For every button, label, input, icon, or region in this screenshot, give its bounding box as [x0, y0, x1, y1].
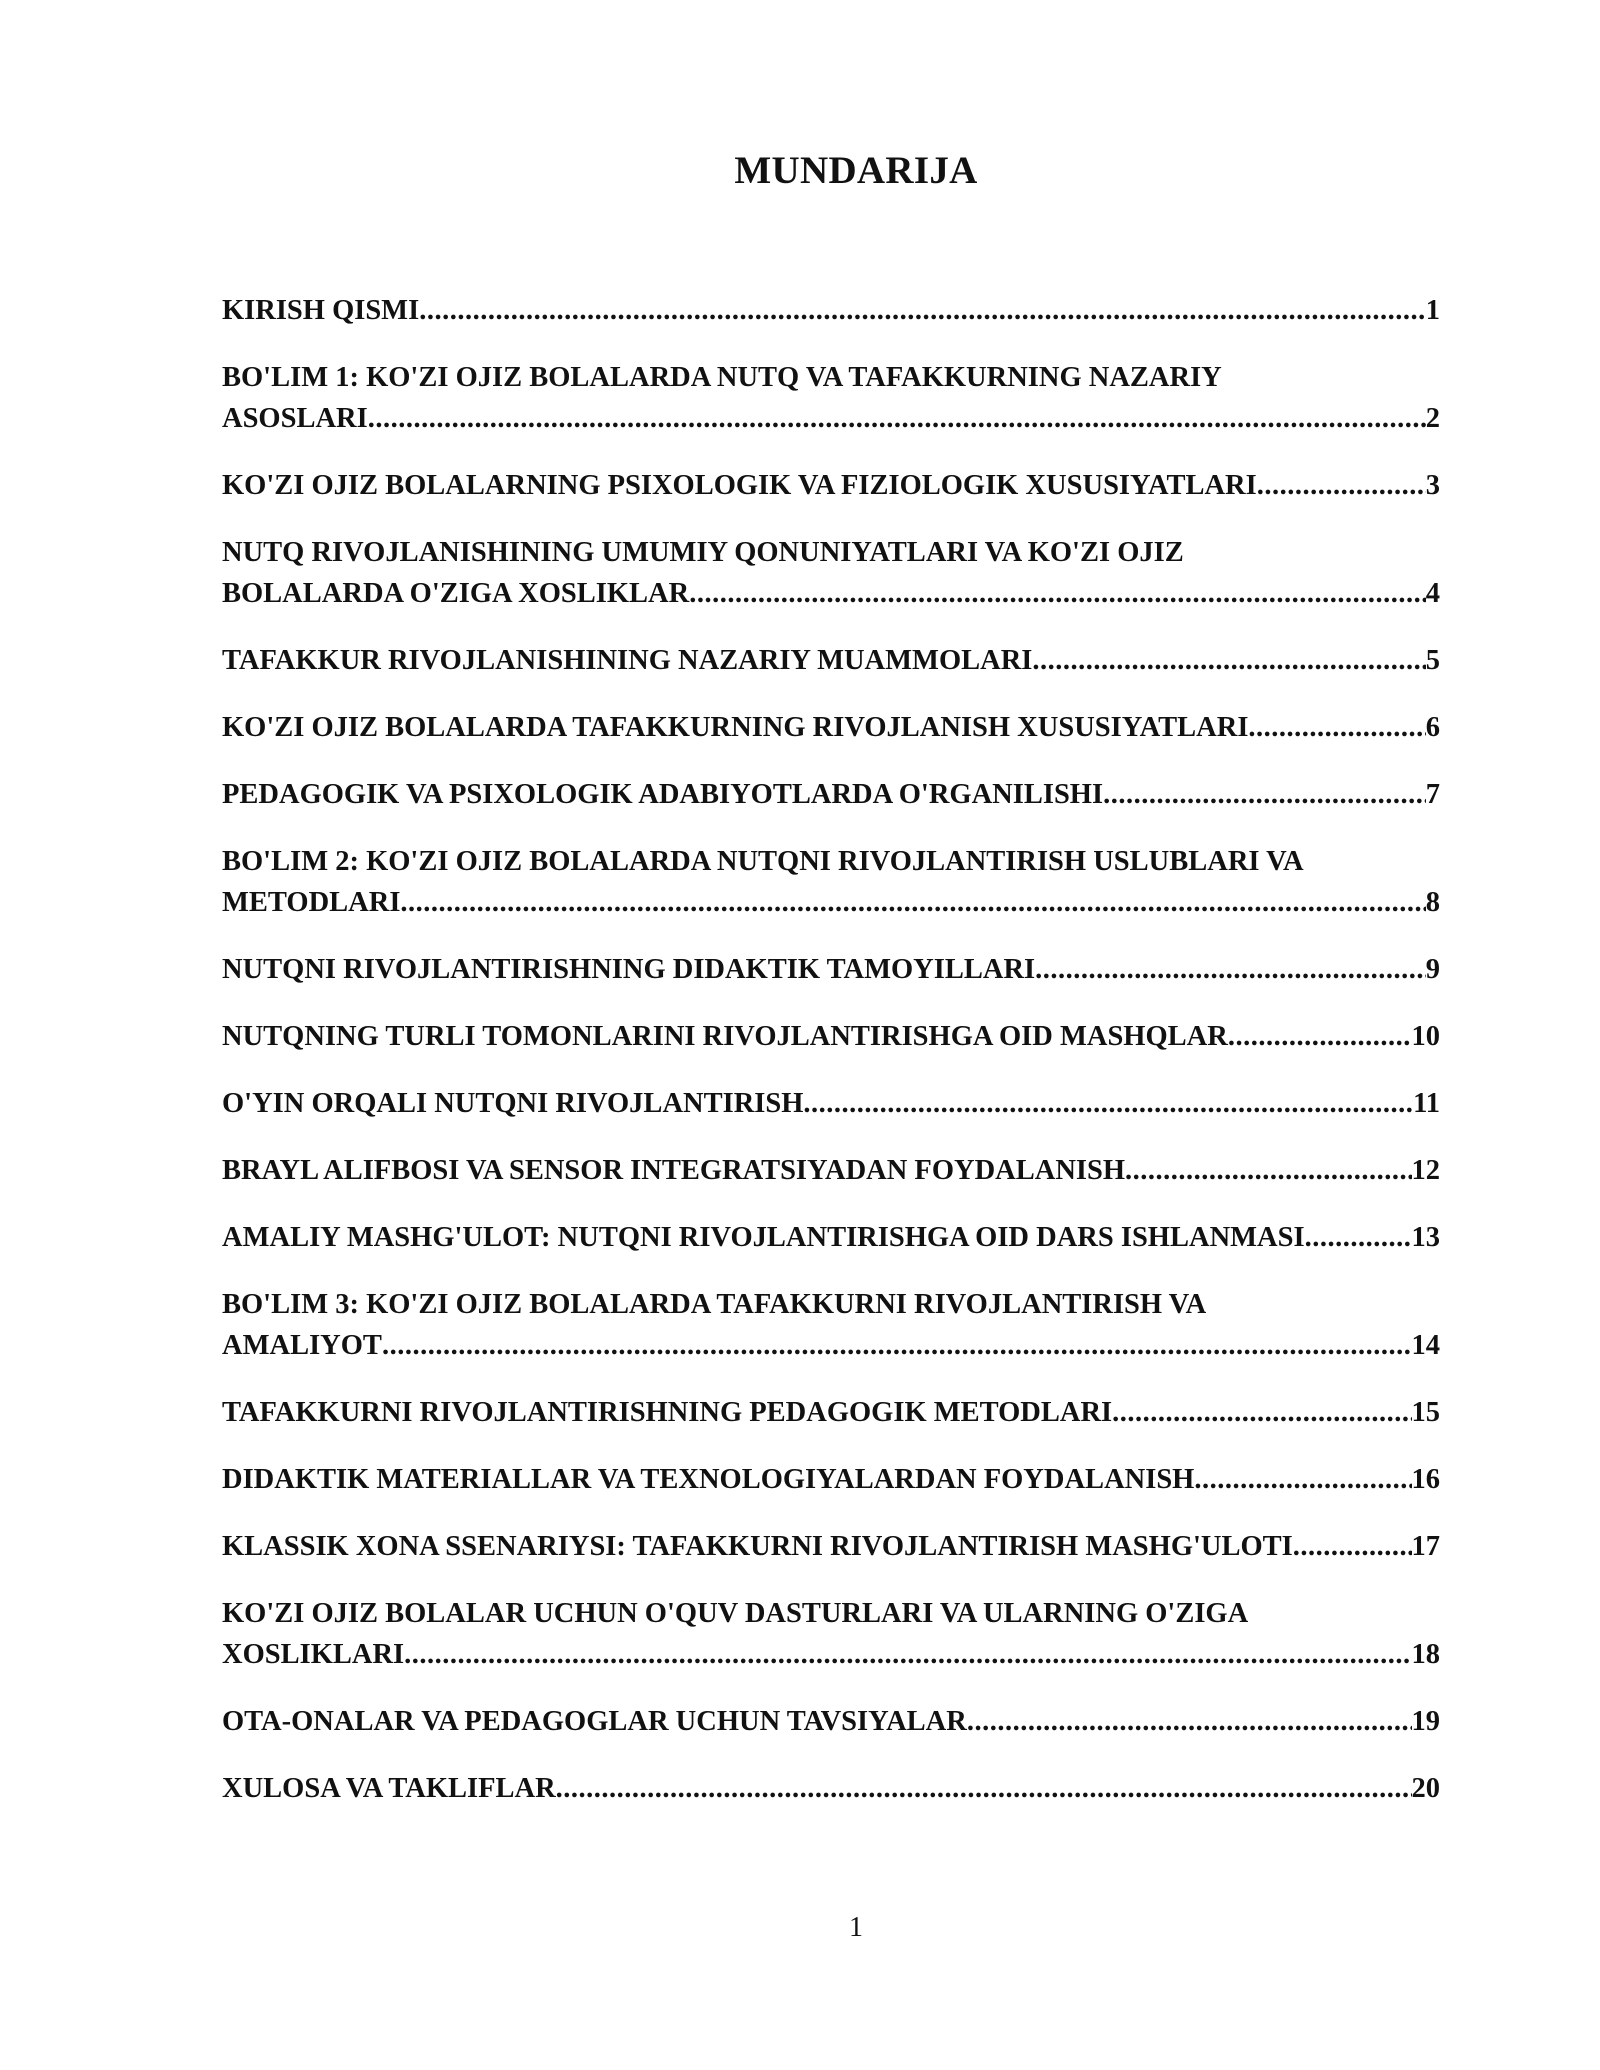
- toc-entry-page-number: 3: [1425, 470, 1440, 501]
- toc-entry[interactable]: [222, 1016, 1440, 1057]
- toc-entry-page-number: 20: [1411, 1773, 1440, 1804]
- toc-entry[interactable]: [222, 1459, 1440, 1500]
- toc-entry-title: METODLARI: [222, 887, 401, 918]
- toc-entry[interactable]: [222, 949, 1440, 990]
- dot-leader: [419, 290, 1426, 331]
- dot-leader: [1257, 465, 1426, 506]
- toc-entry[interactable]: [222, 1217, 1440, 1258]
- page-number: 1: [849, 1912, 863, 1943]
- toc-entry-title: XOSLIKLARI: [222, 1639, 405, 1670]
- toc-entry-line: [222, 398, 1440, 439]
- toc-entry-line: [222, 1526, 1440, 1567]
- toc-entry-title-line: BO'LIM 1: KO'ZI OJIZ BOLALARDA NUTQ VA TAFAKKURNING NAZARIY: [222, 362, 1222, 393]
- toc-entry-line: [222, 1634, 1440, 1675]
- toc-entry-line: [222, 1768, 1440, 1809]
- toc-entry[interactable]: [222, 707, 1440, 748]
- toc-entry-page-number: 17: [1411, 1531, 1440, 1562]
- toc-entry-page-number: 2: [1425, 403, 1440, 434]
- toc-entry-line: [222, 949, 1440, 990]
- toc-entry-title: XULOSA VA TAKLIFLAR: [222, 1773, 556, 1804]
- dot-leader: [404, 1634, 1411, 1675]
- dot-leader: [1103, 774, 1426, 815]
- dot-leader: [1293, 1526, 1412, 1567]
- toc-entry-line: [222, 1150, 1440, 1191]
- toc-entry-title: NUTQNING TURLI TOMONLARINI RIVOJLANTIRISHGA OID MASHQLAR: [222, 1021, 1228, 1052]
- toc-entry-title-line: KO'ZI OJIZ BOLALAR UCHUN O'QUV DASTURLARI VA ULARNING O'ZIGA: [222, 1598, 1249, 1629]
- toc-entry-line: [222, 1459, 1440, 1500]
- dot-leader: [1228, 1016, 1412, 1057]
- toc-entry-title: KIRISH QISMI: [222, 295, 420, 326]
- toc-entry-page-number: 19: [1411, 1706, 1440, 1737]
- toc-entry-page-number: 13: [1411, 1222, 1440, 1253]
- toc-entry-page-number: 10: [1411, 1021, 1440, 1052]
- toc-entry-line: [222, 290, 1440, 331]
- toc-entry-line: [222, 573, 1440, 614]
- toc-entry[interactable]: [222, 1083, 1440, 1124]
- toc-entry-title: TAFAKKUR RIVOJLANISHINING NAZARIY MUAMMOLARI: [222, 645, 1033, 676]
- toc-entry-page-number: 5: [1425, 645, 1440, 676]
- toc-entry-title: DIDAKTIK MATERIALLAR VA TEXNOLOGIYALARDAN FOYDALANISH: [222, 1464, 1195, 1495]
- toc-entry-title: OTA-ONALAR VA PEDAGOGLAR UCHUN TAVSIYALAR: [222, 1706, 967, 1737]
- dot-leader: [556, 1768, 1412, 1809]
- toc-entry-title: NUTQNI RIVOJLANTIRISHNING DIDAKTIK TAMOYILLARI: [222, 954, 1036, 985]
- toc-entry-title: KLASSIK XONA SSENARIYSI: TAFAKKURNI RIVOJLANTIRISH MASHG'ULOTI: [222, 1531, 1293, 1562]
- toc-entry-title: TAFAKKURNI RIVOJLANTIRISHNING PEDAGOGIK METODLARI: [222, 1397, 1113, 1428]
- toc-entry[interactable]: [222, 290, 1440, 331]
- toc-entry-page-number: 15: [1411, 1397, 1440, 1428]
- dot-leader: [1248, 707, 1425, 748]
- toc-entry-title: KO'ZI OJIZ BOLALARNING PSIXOLOGIK VA FIZIOLOGIK XUSUSIYATLARI: [222, 470, 1257, 501]
- toc-entry-page-number: 14: [1411, 1330, 1440, 1361]
- toc-entry-line: [222, 465, 1440, 506]
- toc-title: MUNDARIJA: [734, 149, 978, 192]
- toc-entry-page-number: 6: [1425, 712, 1440, 743]
- toc-entry-title: O'YIN ORQALI NUTQNI RIVOJLANTIRISH: [222, 1088, 804, 1119]
- toc-entry-title-line: BO'LIM 3: KO'ZI OJIZ BOLALARDA TAFAKKURNI RIVOJLANTIRISH VA: [222, 1289, 1207, 1320]
- toc-entry[interactable]: [222, 1593, 1440, 1675]
- toc-entry[interactable]: [222, 465, 1440, 506]
- toc-entry[interactable]: [222, 774, 1440, 815]
- toc-entry-title: PEDAGOGIK VA PSIXOLOGIK ADABIYOTLARDA O'RGANILISHI: [222, 779, 1104, 810]
- dot-leader: [1032, 640, 1425, 681]
- toc-entry-page-number: 16: [1411, 1464, 1440, 1495]
- dot-leader: [1112, 1392, 1411, 1433]
- toc-entry[interactable]: [222, 1284, 1440, 1366]
- toc-entry-line: [222, 774, 1440, 815]
- toc-entry[interactable]: [222, 357, 1440, 439]
- toc-entry[interactable]: [222, 640, 1440, 681]
- toc-entry-title: AMALIYOT: [222, 1330, 382, 1361]
- toc-entry-title: AMALIY MASHG'ULOT: NUTQNI RIVOJLANTIRISHGA OID DARS ISHLANMASI: [222, 1222, 1305, 1253]
- toc-entry-line: [222, 882, 1440, 923]
- toc-entry-page-number: 8: [1425, 887, 1440, 918]
- toc-entry-title: ASOSLARI: [222, 403, 368, 434]
- dot-leader: [1305, 1217, 1412, 1258]
- toc-entry[interactable]: [222, 1392, 1440, 1433]
- toc-entry-line: [222, 1083, 1440, 1124]
- dot-leader: [1035, 949, 1426, 990]
- toc-entry-title-line: BO'LIM 2: KO'ZI OJIZ BOLALARDA NUTQNI RIVOJLANTIRISH USLUBLARI VA: [222, 846, 1304, 877]
- dot-leader: [400, 882, 1425, 923]
- toc-entry[interactable]: [222, 841, 1440, 923]
- dot-leader: [368, 398, 1426, 439]
- dot-leader: [803, 1083, 1413, 1124]
- toc-entry[interactable]: [222, 1768, 1440, 1809]
- dot-leader: [382, 1325, 1412, 1366]
- toc-entry-title: BOLALARDA O'ZIGA XOSLIKLAR: [222, 578, 690, 609]
- toc-entry[interactable]: [222, 1150, 1440, 1191]
- toc-entry[interactable]: [222, 1701, 1440, 1742]
- table-of-contents: [222, 290, 1440, 1835]
- toc-entry-line: [222, 1325, 1440, 1366]
- dot-leader: [967, 1701, 1412, 1742]
- dot-leader: [1125, 1150, 1411, 1191]
- toc-entry-page-number: 1: [1425, 295, 1440, 326]
- toc-entry-line: [222, 1392, 1440, 1433]
- toc-entry[interactable]: [222, 532, 1440, 614]
- toc-entry-page-number: 11: [1413, 1088, 1440, 1119]
- toc-entry-title-line: NUTQ RIVOJLANISHINING UMUMIY QONUNIYATLARI VA KO'ZI OJIZ: [222, 537, 1184, 568]
- toc-entry-page-number: 4: [1425, 578, 1440, 609]
- toc-entry-page-number: 18: [1411, 1639, 1440, 1670]
- toc-entry-page-number: 9: [1425, 954, 1440, 985]
- toc-entry-page-number: 7: [1425, 779, 1440, 810]
- toc-entry-line: [222, 707, 1440, 748]
- toc-entry-title: BRAYL ALIFBOSI VA SENSOR INTEGRATSIYADAN FOYDALANISH: [222, 1155, 1126, 1186]
- dot-leader: [689, 573, 1426, 614]
- toc-entry-page-number: 12: [1411, 1155, 1440, 1186]
- toc-entry-line: [222, 1701, 1440, 1742]
- toc-entry-line: [222, 640, 1440, 681]
- toc-entry[interactable]: [222, 1526, 1440, 1567]
- toc-entry-line: [222, 1217, 1440, 1258]
- toc-entry-line: [222, 1016, 1440, 1057]
- toc-entry-title: KO'ZI OJIZ BOLALARDA TAFAKKURNING RIVOJLANISH XUSUSIYATLARI: [222, 712, 1249, 743]
- dot-leader: [1194, 1459, 1411, 1500]
